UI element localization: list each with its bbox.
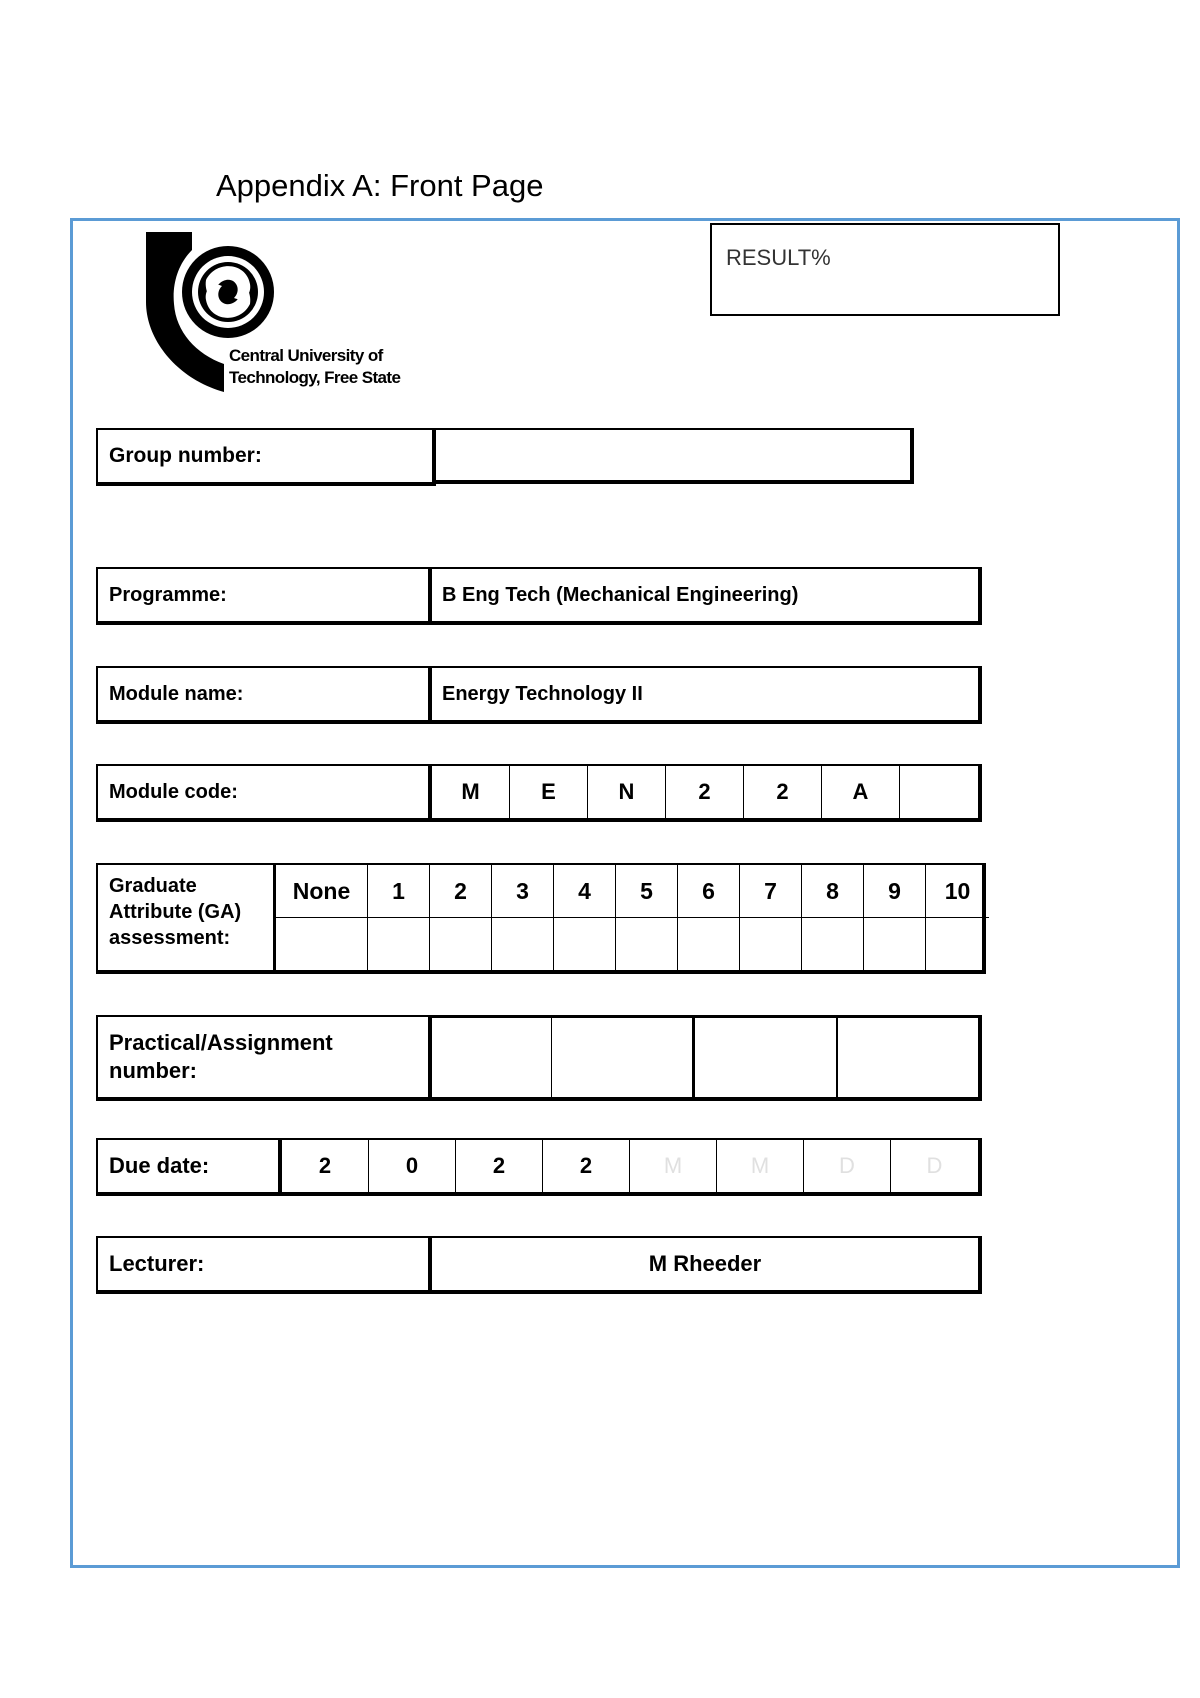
ga-label-line2: Attribute (GA)	[109, 901, 242, 923]
ga-header-cell: 8	[802, 865, 864, 918]
module-name-row	[96, 666, 982, 724]
ga-header-cell: 4	[554, 865, 616, 918]
module-name-label: Module name:	[96, 666, 432, 724]
due-date-char[interactable]: D	[926, 1153, 943, 1178]
practical-number-box[interactable]	[695, 1018, 838, 1097]
practical-number-box[interactable]	[552, 1018, 695, 1097]
ga-entry-cell[interactable]	[616, 918, 678, 970]
practical-label-line2: number:	[109, 1058, 197, 1083]
module-code-row	[96, 764, 982, 822]
university-name	[229, 345, 400, 389]
result-box[interactable]	[710, 223, 1060, 316]
ga-entry-cell[interactable]	[740, 918, 802, 970]
lecturer-value[interactable]: M Rheeder	[432, 1236, 982, 1294]
ga-label-line3: assessment:	[109, 927, 231, 949]
practical-number-boxes	[432, 1015, 982, 1101]
lecturer-label: Lecturer:	[96, 1236, 432, 1294]
due-date-char[interactable]: M	[630, 1140, 717, 1192]
practical-number-row	[96, 1015, 982, 1101]
ga-assessment-table	[276, 863, 986, 974]
ga-assessment-row	[96, 863, 986, 974]
university-name-line1: Central University of	[229, 346, 383, 365]
ga-header-cell: 3	[492, 865, 554, 918]
ga-header-cell: 2	[430, 865, 492, 918]
ga-assessment-label	[96, 863, 276, 974]
ga-header-cell: 5	[616, 865, 678, 918]
programme-row	[96, 567, 982, 625]
university-name-line2: Technology, Free State	[229, 368, 401, 387]
ga-header-cell: 6	[678, 865, 740, 918]
ga-header-cell: 1	[368, 865, 430, 918]
module-code-boxes	[432, 764, 982, 822]
ga-entry-cell[interactable]	[368, 918, 430, 970]
ga-entry-cell[interactable]	[276, 918, 368, 970]
ga-entry-cell[interactable]	[678, 918, 740, 970]
ga-label-line1: Graduate	[109, 875, 197, 897]
group-number-field[interactable]	[436, 428, 914, 484]
due-date-char[interactable]: D	[804, 1140, 891, 1192]
practical-label-line1: Practical/Assignment	[109, 1030, 333, 1055]
ga-entry-cell[interactable]	[802, 918, 864, 970]
ga-entry-cell[interactable]	[554, 918, 616, 970]
programme-value[interactable]: B Eng Tech (Mechanical Engineering)	[432, 567, 982, 625]
module-code-char[interactable]: 2	[666, 766, 744, 818]
due-date-char[interactable]: M	[717, 1140, 804, 1192]
ga-header-cell: 10	[926, 865, 989, 918]
practical-number-box[interactable]	[838, 1018, 978, 1097]
ga-header-cell: 7	[740, 865, 802, 918]
ga-header-cell: None	[276, 865, 368, 918]
practical-number-box[interactable]	[432, 1018, 552, 1097]
due-date-boxes	[282, 1138, 982, 1196]
due-date-char[interactable]: 0	[369, 1140, 456, 1192]
group-number-row	[96, 428, 914, 486]
due-date-label: Due date:	[96, 1138, 282, 1196]
programme-label: Programme:	[96, 567, 432, 625]
module-code-char[interactable]: N	[588, 766, 666, 818]
lecturer-row	[96, 1236, 982, 1294]
module-code-char[interactable]: E	[510, 766, 588, 818]
page-title: Appendix A: Front Page	[216, 168, 544, 203]
ga-entry-cell[interactable]	[430, 918, 492, 970]
practical-number-label	[96, 1015, 432, 1101]
due-date-char[interactable]: 2	[456, 1140, 543, 1192]
module-name-value[interactable]: Energy Technology II	[432, 666, 982, 724]
group-number-label: Group number:	[96, 428, 436, 486]
due-date-row	[96, 1138, 982, 1196]
ga-entry-cell[interactable]	[864, 918, 926, 970]
due-date-char[interactable]: 2	[543, 1140, 630, 1192]
module-code-char[interactable]: M	[432, 766, 510, 818]
module-code-label: Module code:	[96, 764, 432, 822]
module-code-char[interactable]: A	[822, 766, 900, 818]
ga-entry-cell[interactable]	[492, 918, 554, 970]
result-label: RESULT%	[726, 245, 831, 270]
ga-header-cell: 9	[864, 865, 926, 918]
module-code-char[interactable]	[900, 766, 978, 818]
ga-entry-cell[interactable]	[926, 918, 989, 970]
module-code-char[interactable]: 2	[744, 766, 822, 818]
due-date-char[interactable]: 2	[282, 1140, 369, 1192]
